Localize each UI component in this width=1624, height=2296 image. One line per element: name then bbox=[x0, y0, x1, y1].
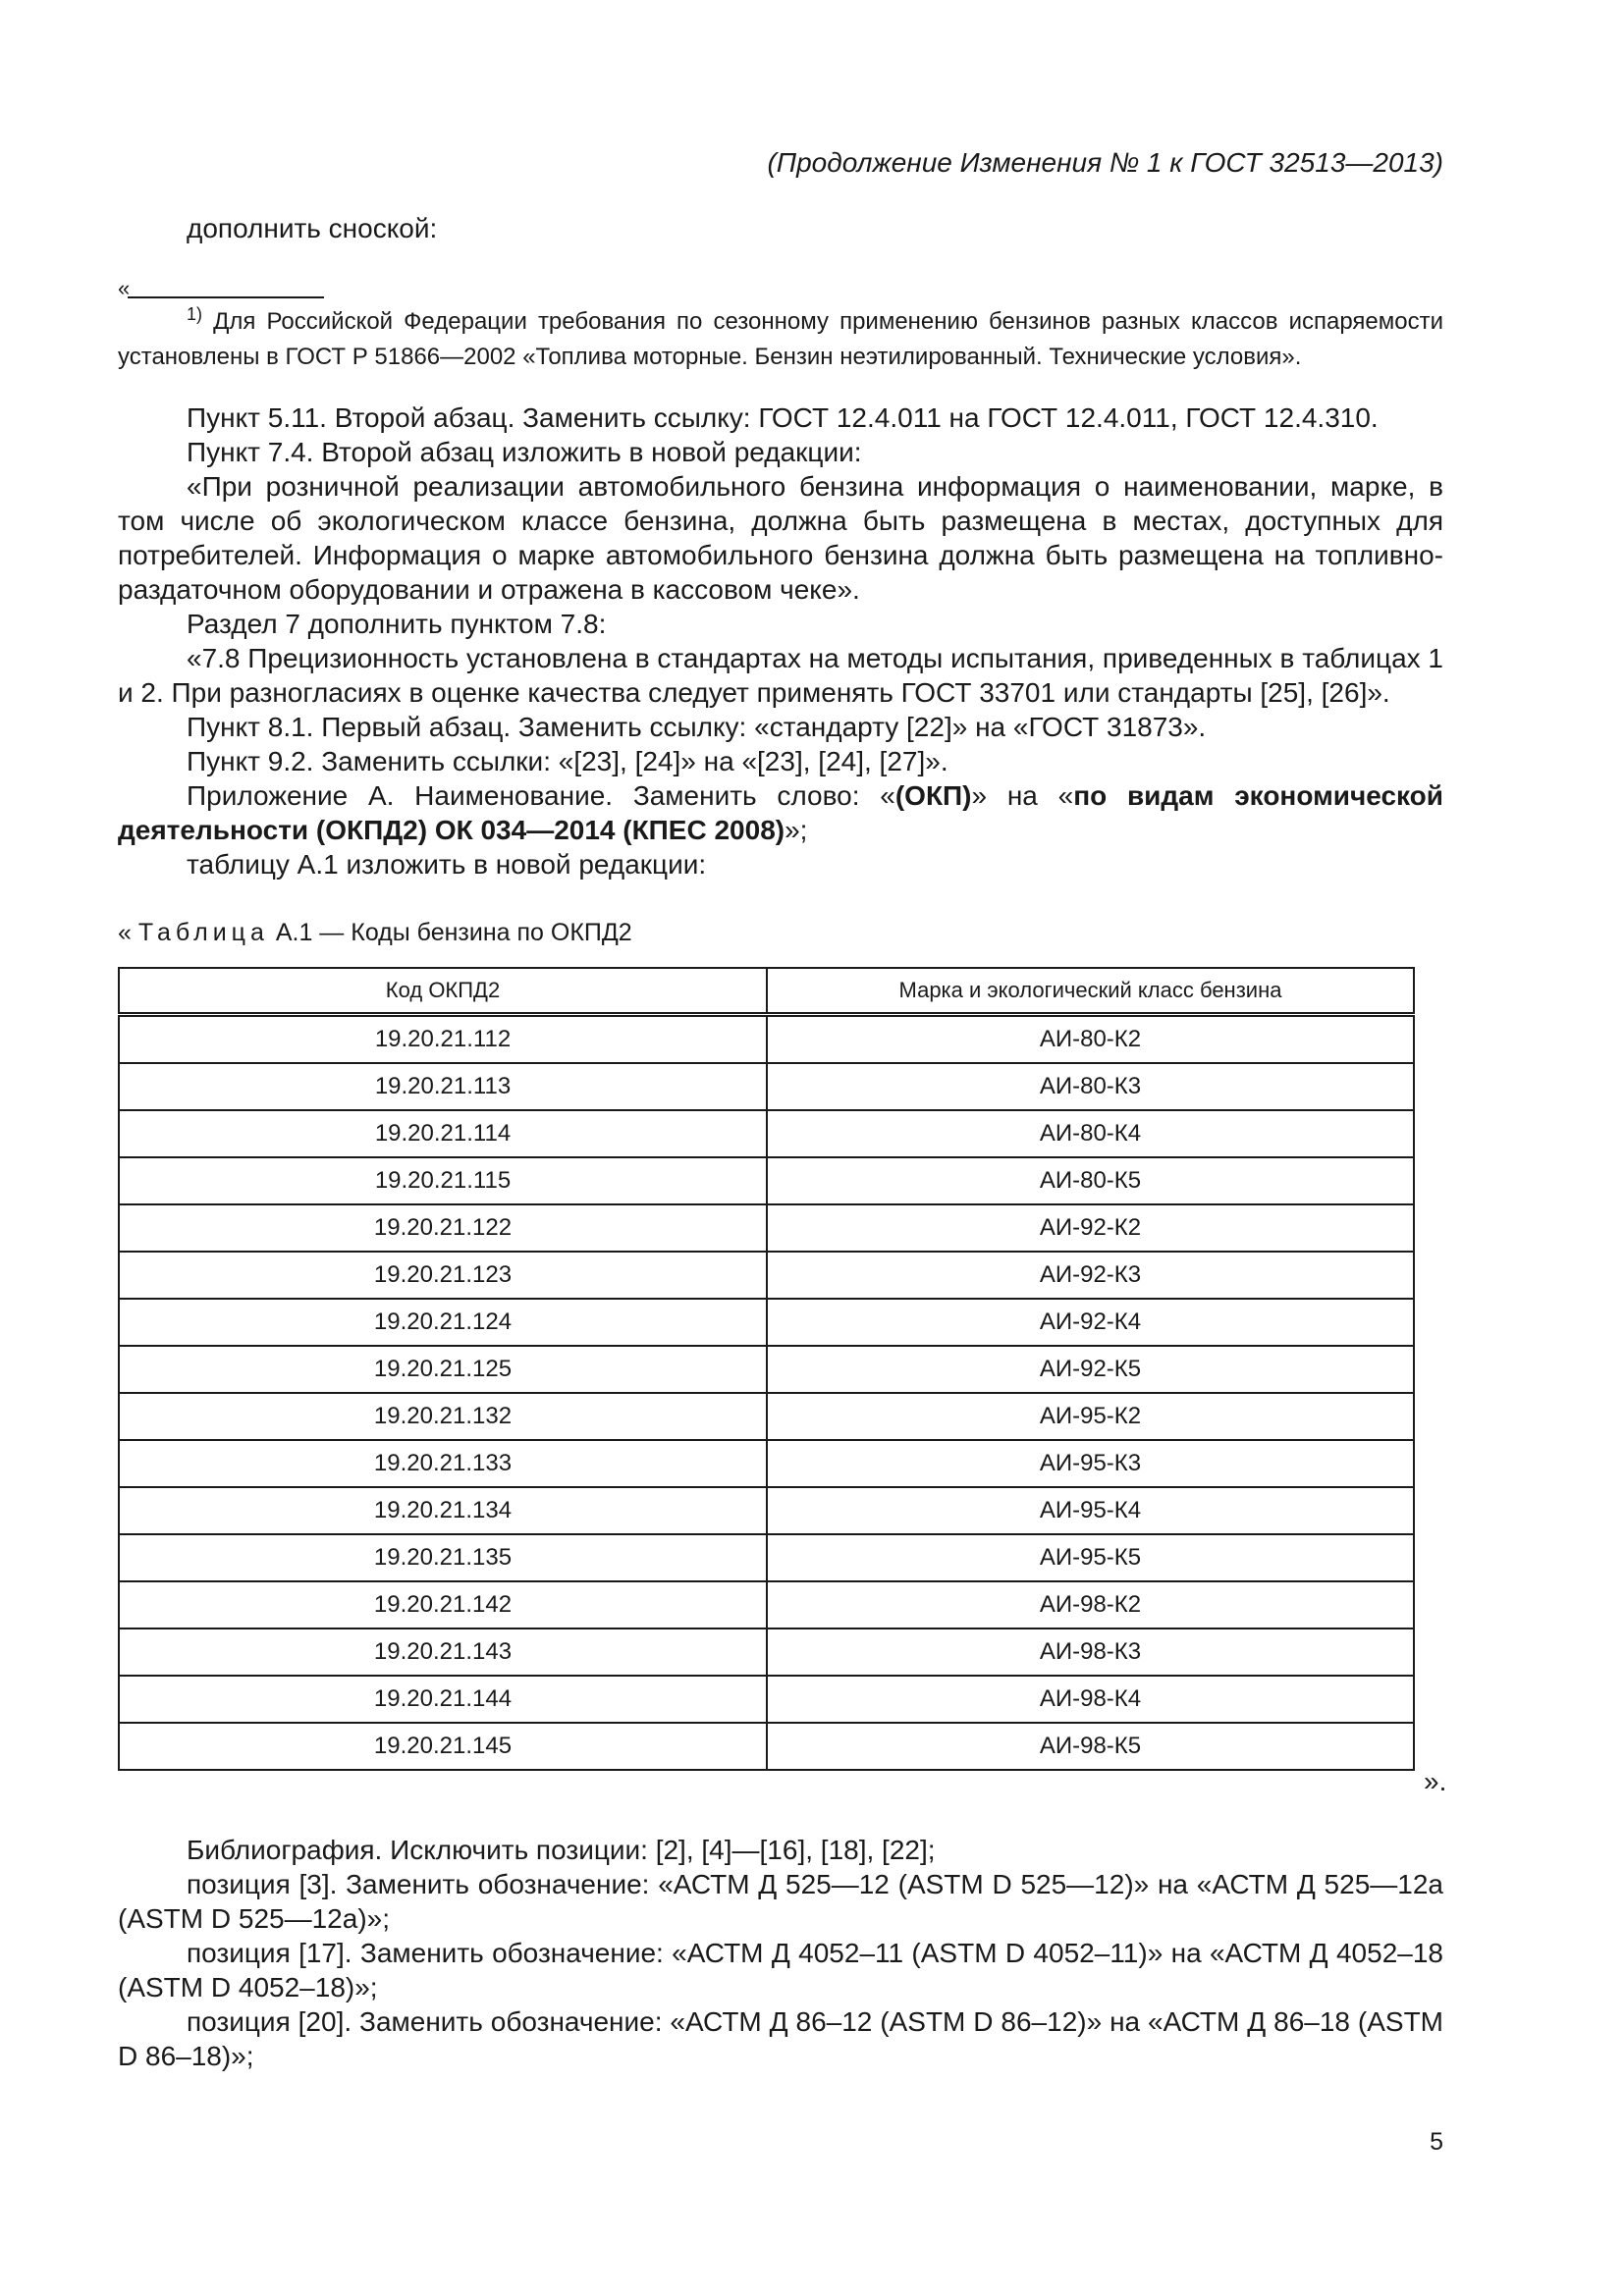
table-row bbox=[119, 1204, 1414, 1252]
paragraph-5-11: Пункт 5.11. Второй абзац. Заменить ссылку: ГОСТ 12.4.011 на ГОСТ 12.4.011, ГОСТ 12.4.310. bbox=[187, 402, 1379, 433]
cell-okpd2-code: 19.20.21.123 bbox=[119, 1252, 767, 1299]
paragraph-section-7: Раздел 7 дополнить пунктом 7.8: bbox=[187, 609, 607, 639]
cell-okpd2-code: 19.20.21.122 bbox=[119, 1204, 767, 1252]
cell-gasoline-grade: АИ-95-К5 bbox=[767, 1534, 1414, 1581]
cell-gasoline-grade: АИ-80-К5 bbox=[767, 1157, 1414, 1204]
table-row bbox=[119, 1299, 1414, 1346]
cell-gasoline-grade: АИ-92-К3 bbox=[767, 1252, 1414, 1299]
cell-okpd2-code: 19.20.21.145 bbox=[119, 1723, 767, 1770]
footnote-open-quote: « bbox=[118, 276, 131, 300]
table-row bbox=[119, 1440, 1414, 1487]
table-caption: « Таблица А.1 — Коды бензина по ОКПД2 bbox=[118, 919, 632, 946]
cell-okpd2-code: 19.20.21.132 bbox=[119, 1393, 767, 1440]
table-row bbox=[119, 1676, 1414, 1723]
running-header: (Продолжение Изменения № 1 к ГОСТ 32513—2013) bbox=[767, 147, 1443, 178]
table-row bbox=[119, 1534, 1414, 1581]
cell-okpd2-code: 19.20.21.144 bbox=[119, 1676, 767, 1723]
bold-okpd2: по видам экономической деятельности (ОКПД2) ОК 034—2014 (КПЕС 2008) bbox=[118, 780, 1443, 845]
cell-gasoline-grade: АИ-80-К4 bbox=[767, 1110, 1414, 1157]
cell-okpd2-code: 19.20.21.142 bbox=[119, 1581, 767, 1629]
cell-gasoline-grade: АИ-95-К3 bbox=[767, 1440, 1414, 1487]
column-header-grade: Марка и экологический класс бензина bbox=[767, 968, 1414, 1015]
table-header-row bbox=[119, 968, 1414, 1015]
cell-okpd2-code: 19.20.21.133 bbox=[119, 1440, 767, 1487]
table-body bbox=[119, 1015, 1414, 1771]
cell-okpd2-code: 19.20.21.114 bbox=[119, 1110, 767, 1157]
paragraph-7-8-text: «7.8 Прецизионность установлена в стандартах на методы испытания, приведенных в таблицах 1 и 2. При разногласиях в оценке качества следует применять ГОСТ 33701 или стандарты [25], [26]». bbox=[118, 643, 1443, 708]
footnote-separator bbox=[128, 296, 324, 298]
table-row bbox=[119, 1487, 1414, 1534]
paragraph-7-4-text: «При розничной реализации автомобильного бензина информация о наименовании, марке, в том числе об экологическом классе бензина, должна быть размещена в местах, доступных для потребителей. Информация о марке автомобильного бензина должна быть размещена на топливно-раздаточном оборудовании и отражена в кассовом чеке». bbox=[118, 471, 1443, 605]
cell-okpd2-code: 19.20.21.113 bbox=[119, 1063, 767, 1110]
cell-gasoline-grade: АИ-95-К2 bbox=[767, 1393, 1414, 1440]
footnote-text: Для Российской Федерации требования по сезонному применению бензинов разных классов испаряемости установлены в ГОСТ Р 51866—2002 «Топлива моторные. Бензин неэтилированный. Технические условия». bbox=[118, 308, 1443, 370]
table-row bbox=[119, 1393, 1414, 1440]
bibliography-position-3: позиция [3]. Заменить обозначение: «АСТМ Д 525—12 (ASTM D 525—12)» на «АСТМ Д 525—12а (ASTM D 525—12a)»; bbox=[118, 1869, 1443, 1934]
table-row bbox=[119, 1063, 1414, 1110]
footnote bbox=[118, 304, 1443, 375]
table-row bbox=[119, 1581, 1414, 1629]
cell-gasoline-grade: АИ-95-К4 bbox=[767, 1487, 1414, 1534]
bibliography-position-17: позиция [17]. Заменить обозначение: «АСТМ Д 4052–11 (ASTM D 4052–11)» на «АСТМ Д 4052–18 (ASTM D 4052–18)»; bbox=[118, 1938, 1443, 2002]
cell-okpd2-code: 19.20.21.143 bbox=[119, 1629, 767, 1676]
column-header-code: Код ОКПД2 bbox=[119, 968, 767, 1015]
table-row bbox=[119, 1015, 1414, 1064]
paragraph-8-1: Пункт 8.1. Первый абзац. Заменить ссылку: «стандарту [22]» на «ГОСТ 31873». bbox=[187, 712, 1207, 742]
cell-okpd2-code: 19.20.21.125 bbox=[119, 1346, 767, 1393]
cell-okpd2-code: 19.20.21.112 bbox=[119, 1015, 767, 1064]
table-row bbox=[119, 1252, 1414, 1299]
cell-gasoline-grade: АИ-98-К4 bbox=[767, 1676, 1414, 1723]
page-number: 5 bbox=[1430, 2128, 1443, 2156]
document-page bbox=[118, 0, 1447, 2296]
cell-gasoline-grade: АИ-98-К2 bbox=[767, 1581, 1414, 1629]
bold-okp: (ОКП) bbox=[894, 780, 972, 811]
table-row bbox=[119, 1346, 1414, 1393]
cell-gasoline-grade: АИ-80-К2 bbox=[767, 1015, 1414, 1064]
cell-gasoline-grade: АИ-92-К4 bbox=[767, 1299, 1414, 1346]
table-closing-quote: ». bbox=[1424, 1766, 1447, 1796]
table-row bbox=[119, 1723, 1414, 1770]
cell-okpd2-code: 19.20.21.124 bbox=[119, 1299, 767, 1346]
table-row bbox=[119, 1110, 1414, 1157]
cell-gasoline-grade: АИ-92-К2 bbox=[767, 1204, 1414, 1252]
table-row bbox=[119, 1629, 1414, 1676]
footnote-marker: 1) bbox=[187, 304, 203, 324]
cell-gasoline-grade: АИ-92-К5 bbox=[767, 1346, 1414, 1393]
table-row bbox=[119, 1157, 1414, 1204]
cell-gasoline-grade: АИ-80-К3 bbox=[767, 1063, 1414, 1110]
cell-gasoline-grade: АИ-98-К5 bbox=[767, 1723, 1414, 1770]
paragraph-9-2: Пункт 9.2. Заменить ссылки: «[23], [24]» на «[23], [24], [27]». bbox=[187, 746, 948, 776]
cell-okpd2-code: 19.20.21.134 bbox=[119, 1487, 767, 1534]
paragraph-appendix-a: Приложение А. Наименование. Заменить слово: «(ОКП)» на «по видам экономической деятельности (ОКПД2) ОК 034—2014 (КПЕС 2008)»; bbox=[118, 780, 1443, 845]
bibliography-position-20: позиция [20]. Заменить обозначение: «АСТМ Д 86–12 (ASTM D 86–12)» на «АСТМ Д 86–18 (ASTM D 86–18)»; bbox=[118, 2006, 1443, 2071]
cell-gasoline-grade: АИ-98-К3 bbox=[767, 1629, 1414, 1676]
okpd2-codes-table bbox=[118, 967, 1415, 1771]
bibliography-line: Библиография. Исключить позиции: [2], [4]—[16], [18], [22]; bbox=[187, 1835, 936, 1865]
cell-okpd2-code: 19.20.21.135 bbox=[119, 1534, 767, 1581]
paragraph-table-intro: таблицу А.1 изложить в новой редакции: bbox=[187, 849, 707, 880]
paragraph-7-4: Пункт 7.4. Второй абзац изложить в новой редакции: bbox=[187, 437, 862, 467]
cell-okpd2-code: 19.20.21.115 bbox=[119, 1157, 767, 1204]
intro-line: дополнить сноской: bbox=[187, 213, 438, 243]
